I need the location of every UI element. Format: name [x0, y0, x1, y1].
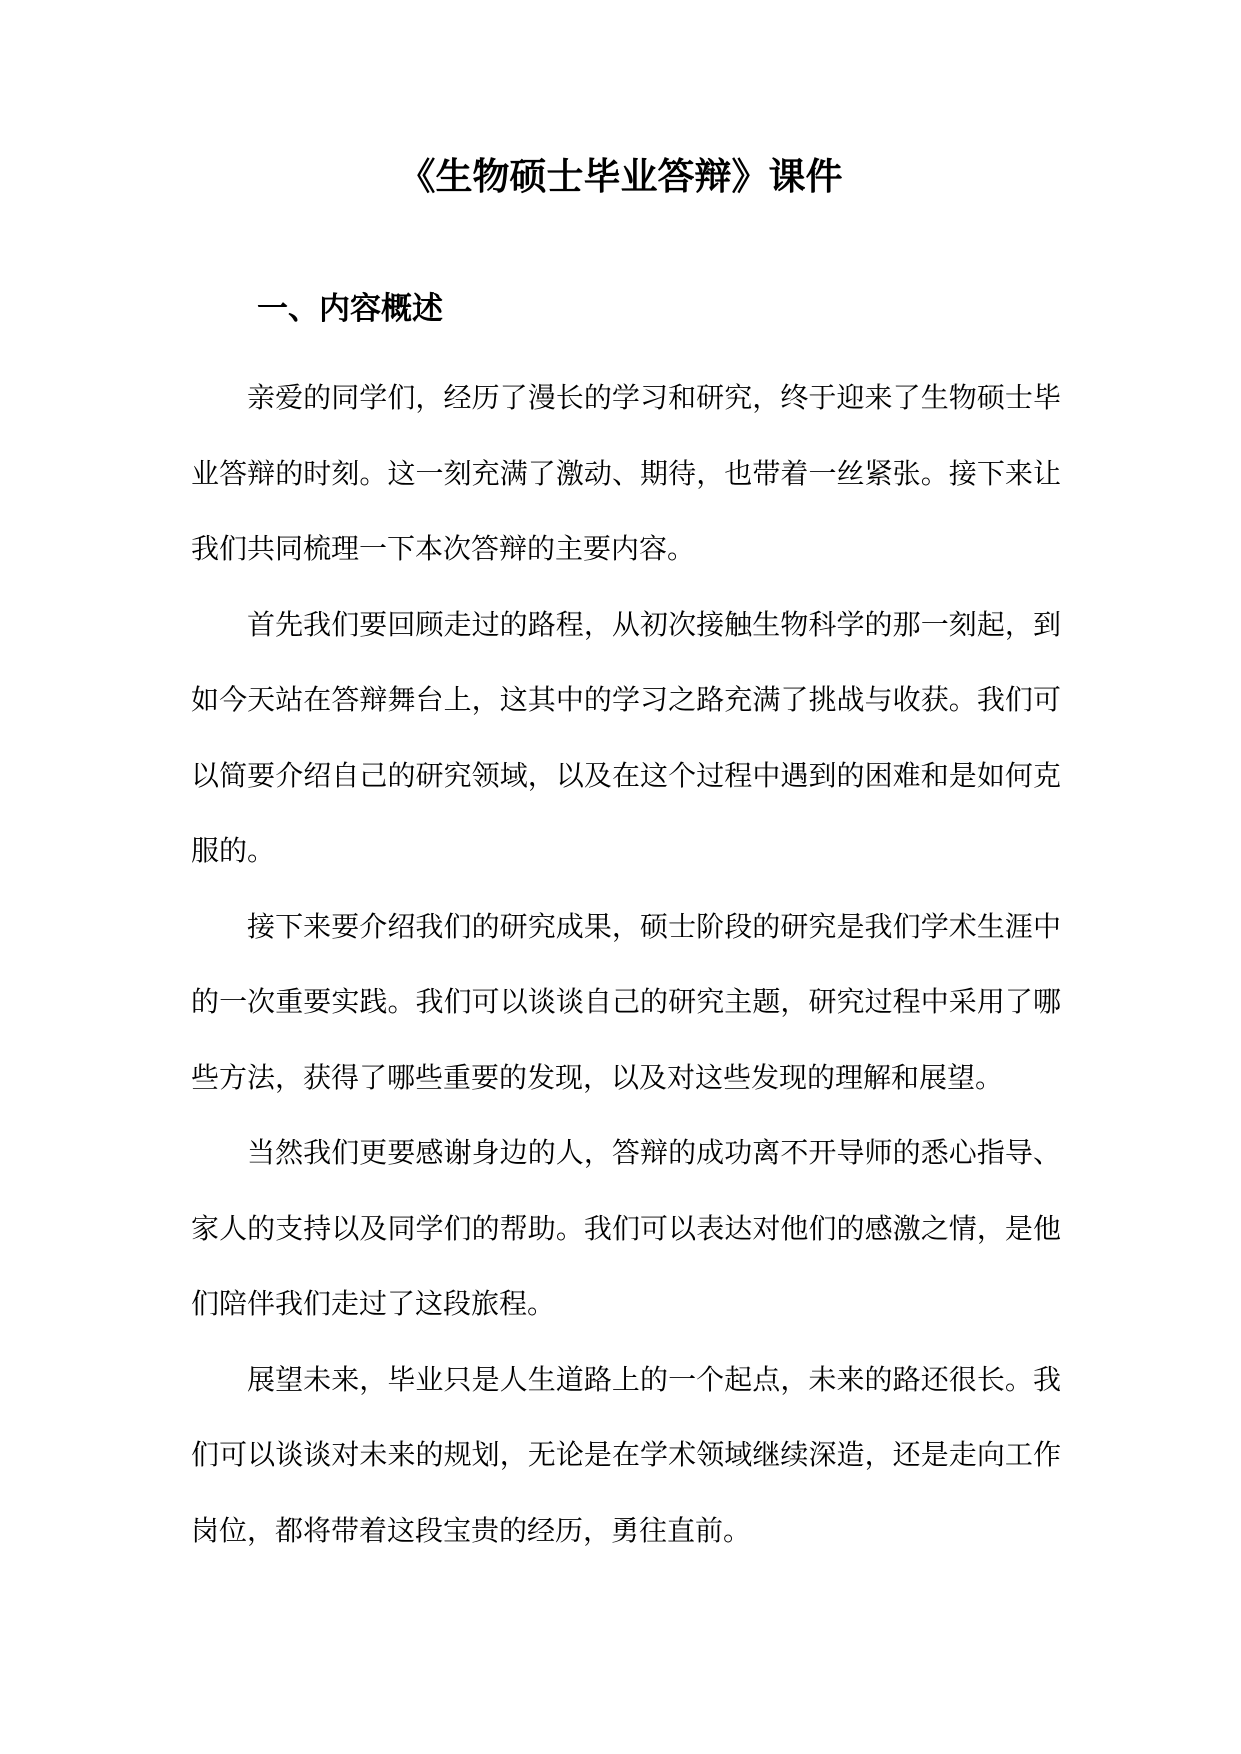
section-heading: 一、内容概述	[257, 291, 443, 327]
paragraph: 当然我们更要感谢身边的人，答辩的成功离不开导师的悉心指导、家人的支持以及同学们的帮助。我们可以表达对他们的感激之情，是他们陪伴我们走过了这段旅程。	[191, 1136, 1061, 1320]
document-body	[191, 360, 1061, 1568]
paragraph: 接下来要介绍我们的研究成果，硕士阶段的研究是我们学术生涯中的一次重要实践。我们可以谈谈自己的研究主题，研究过程中采用了哪些方法，获得了哪些重要的发现，以及对这些发现的理解和展望。	[191, 909, 1061, 1094]
paragraph: 展望未来，毕业只是人生道路上的一个起点，未来的路还很长。我们可以谈谈对未来的规划，无论是在学术领域继续深造，还是走向工作岗位，都将带着这段宝贵的经历，勇往直前。	[191, 1362, 1061, 1547]
paragraph: 亲爱的同学们，经历了漫长的学习和研究，终于迎来了生物硕士毕业答辩的时刻。这一刻充满了激动、期待，也带着一丝紧张。接下来让我们共同梳理一下本次答辩的主要内容。	[191, 381, 1061, 565]
paragraph: 首先我们要回顾走过的路程，从初次接触生物科学的那一刻起，到如今天站在答辩舞台上，这其中的学习之路充满了挑战与收获。我们可以简要介绍自己的研究领域，以及在这个过程中遇到的困难和是如何克服的。	[191, 607, 1061, 867]
document-title: 《生物硕士毕业答辩》课件	[398, 154, 843, 198]
